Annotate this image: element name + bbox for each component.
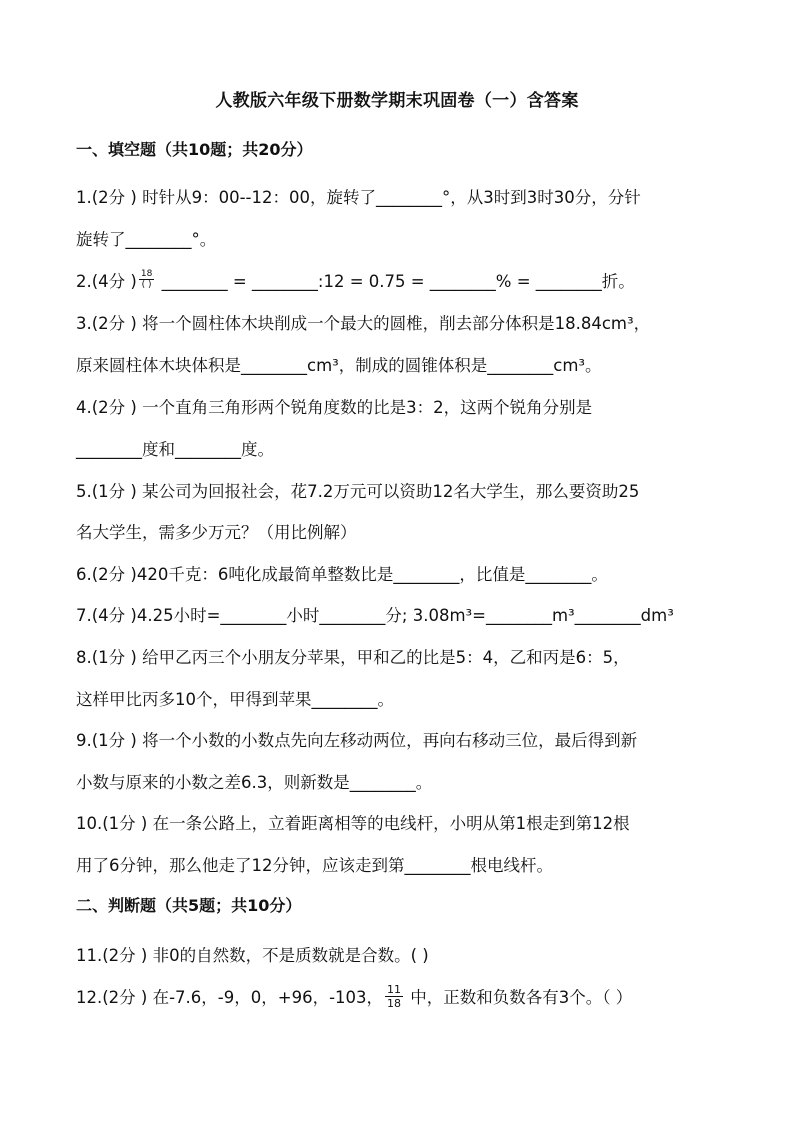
fraction-denominator: ( ) xyxy=(141,280,152,290)
fraction-numerator: 11 xyxy=(387,983,402,996)
fraction xyxy=(385,983,403,1010)
question-1-line-2: 旋转了________°。 xyxy=(76,230,217,249)
fraction xyxy=(139,269,154,290)
question-12-prefix: 12.(2分 ) 在-7.6，-9，0，+96，-103， xyxy=(76,988,384,1007)
question-1-line-1: 1.(2分 ) 时针从9：00--12：00，旋转了________°，从3时到3时30分，分针 xyxy=(76,188,641,207)
question-5-line-1: 5.(1分 ) 某公司为回报社会，花7.2万元可以资助12名大学生，那么要资助25 xyxy=(76,482,640,501)
section-heading-fill-in: 一、填空题（共10题；共20分） xyxy=(76,140,313,159)
question-10-line-1: 10.(1分 ) 在一条公路上，立着距离相等的电线杆，小明从第1根走到第12根 xyxy=(76,814,630,833)
question-10-line-2: 用了6分钟，那么他走了12分钟，应该走到第________根电线杆。 xyxy=(76,856,553,875)
question-6: 6.(2分 )420千克：6吨化成最简单整数比是________，比值是________。 xyxy=(76,565,608,584)
question-4-line-1: 4.(2分 ) 一个直角三角形两个锐角度数的比是3：2，这两个锐角分别是 xyxy=(76,398,593,417)
question-4-line-2: ________度和________度。 xyxy=(76,440,274,459)
question-2-prefix: 2.(4分 ) xyxy=(76,272,137,291)
question-9-line-1: 9.(1分 ) 将一个小数的小数点先向左移动两位，再向右移动三位，最后得到新 xyxy=(76,731,638,750)
question-12-rest: 中，正数和负数各有3个。（ ） xyxy=(405,988,633,1007)
question-8-line-2: 这样甲比丙多10个，甲得到苹果________。 xyxy=(76,690,394,709)
question-8-line-1: 8.(1分 ) 给甲乙丙三个小朋友分苹果，甲和乙的比是5：4，乙和丙是6：5， xyxy=(76,648,630,667)
section-heading-true-false: 二、判断题（共5题；共10分） xyxy=(76,896,302,915)
question-5-line-2: 名大学生，需多少万元？（用比例解） xyxy=(76,523,357,542)
question-7: 7.(4分 )4.25小时=________小时________分; 3.08m³=________m³________dm³ xyxy=(76,606,674,625)
fraction-numerator: 18 xyxy=(140,269,153,279)
page-title: 人教版六年级下册数学期末巩固卷（一）含答案 xyxy=(215,91,579,111)
question-11: 11.(2分 ) 非0的自然数，不是质数就是合数。( ) xyxy=(76,946,429,965)
question-9-line-2: 小数与原来的小数之差6.3，则新数是________。 xyxy=(76,773,433,792)
question-3-line-2: 原来圆柱体木块体积是________cm³，制成的圆锥体积是________cm³。 xyxy=(76,356,602,375)
question-2-rest: ________ = ________:12 = 0.75 = ________% = ________折。 xyxy=(156,272,635,291)
question-3-line-1: 3.(2分 ) 将一个圆柱体木块削成一个最大的圆椎，削去部分体积是18.84cm³， xyxy=(76,314,651,333)
question-2 xyxy=(76,268,635,293)
question-12 xyxy=(76,984,632,1012)
fraction-denominator: 18 xyxy=(387,997,402,1010)
